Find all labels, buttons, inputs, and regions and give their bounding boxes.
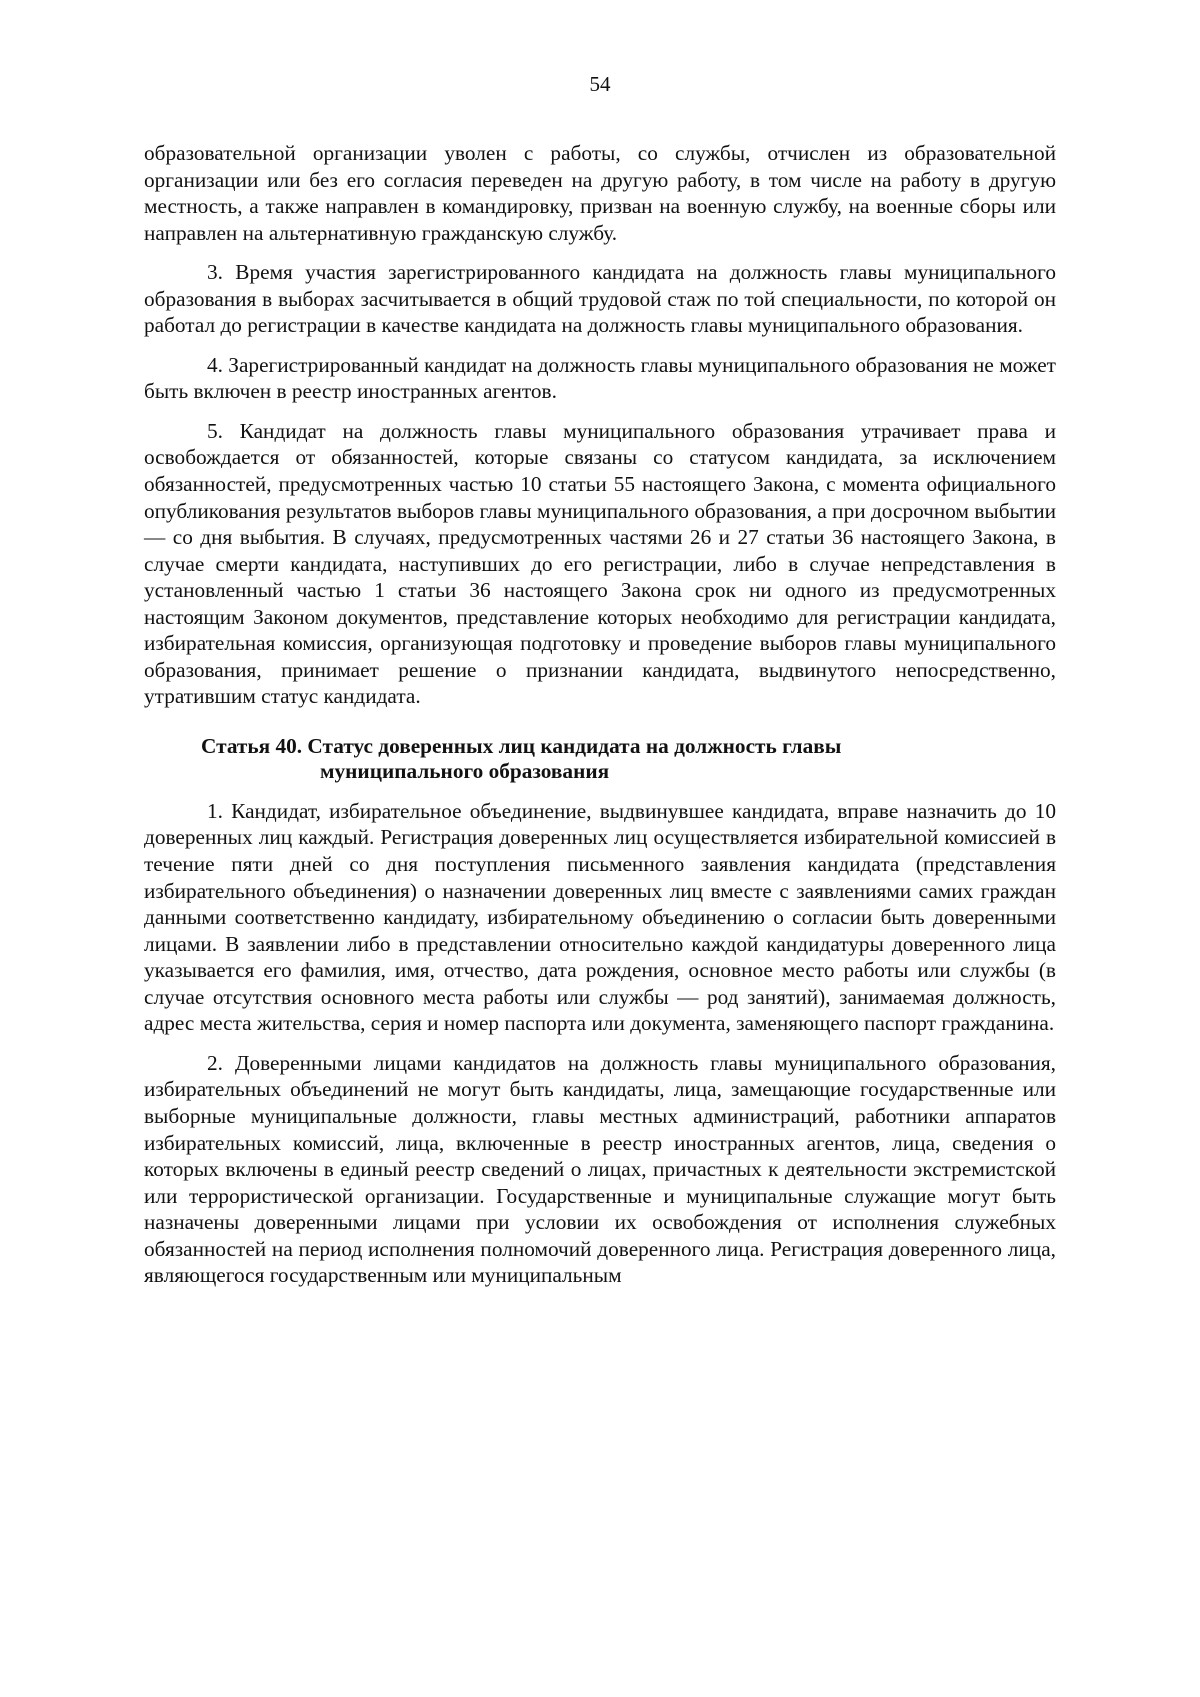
article-heading [144,734,1056,784]
document-body [144,140,1056,1289]
article-heading-line2: муниципального образования [320,758,610,783]
paragraph-item-5: 5. Кандидат на должность главы муниципального образования утрачивает права и освобождается от обязанностей, которые связаны со статусом кандидата, за исключением обязанностей, предусмотренных частью 10 статьи 55 настоящего Закона, с момента официального опубликования результатов выборов главы муниципального образования, а при досрочном выбытии — со дня выбытия. В случаях, предусмотренных частями 26 и 27 статьи 36 настоящего Закона, в случае смерти кандидата, наступивших до его регистрации, либо в случае непредставления в установленный частью 1 статьи 36 настоящего Закона срок ни одного из предусмотренных настоящим Законом документов, представление которых необходимо для регистрации кандидата, избирательная комиссия, организующая подготовку и проведение выборов главы муниципального образования, принимает решение о признании кандидата, выдвинутого непосредственно, утратившим статус кандидата. [144,418,1056,709]
paragraph-article40-item-2: 2. Доверенными лицами кандидатов на должность главы муниципального образования, избирательных объединений не могут быть кандидаты, лица, замещающие государственные или выборные муниципальные должности, главы местных администраций, работники аппаратов избирательных комиссий, лица, включенные в реестр иностранных агентов, лица, сведения о которых включены в единый реестр сведений о лицах, причастных к деятельности экстремистской или террористической организации. Государственные и муниципальные служащие могут быть назначены доверенными лицами при условии их освобождения от исполнения служебных обязанностей на период исполнения полномочий доверенного лица. Регистрация доверенного лица, являющегося государственным или муниципальным [144,1050,1056,1288]
paragraph-continuation: образовательной организации уволен с работы, со службы, отчислен из образовательной организации или без его согласия переведен на другую работу, в том числе на работу в другую местность, а также направлен в командировку, призван на военную службу, на военные сборы или направлен на альтернативную гражданскую службу. [144,141,1056,245]
paragraph-article40-item-1: 1. Кандидат, избирательное объединение, выдвинувшее кандидата, вправе назначить до 10 доверенных лиц каждый. Регистрация доверенных лиц осуществляется избирательной комиссией в течение пяти дней со дня поступления письменного заявления кандидата (представления избирательного объединения) о назначении доверенных лиц вместе с заявлениями самих граждан данными соответственно кандидату, избирательному объединению о согласии быть доверенными лицами. В заявлении либо в представлении относительно каждой кандидатуры доверенного лица указывается его фамилия, имя, отчество, дата рождения, основное место работы или службы (в случае отсутствия основного места работы или службы — род занятий), занимаемая должность, адрес места жительства, серия и номер паспорта или документа, заменяющего паспорт гражданина. [144,798,1056,1036]
page-number: 54 [589,72,611,96]
article-heading-line1: Статья 40. Статус доверенных лиц кандидата на должность главы [201,733,842,758]
paragraph-item-4: 4. Зарегистрированный кандидат на должность главы муниципального образования не может быть включен в реестр иностранных агентов. [144,352,1056,404]
paragraph-item-3: 3. Время участия зарегистрированного кандидата на должность главы муниципального образования в выборах засчитывается в общий трудовой стаж по той специальности, по которой он работал до регистрации в качестве кандидата на должность главы муниципального образования. [144,260,1056,338]
